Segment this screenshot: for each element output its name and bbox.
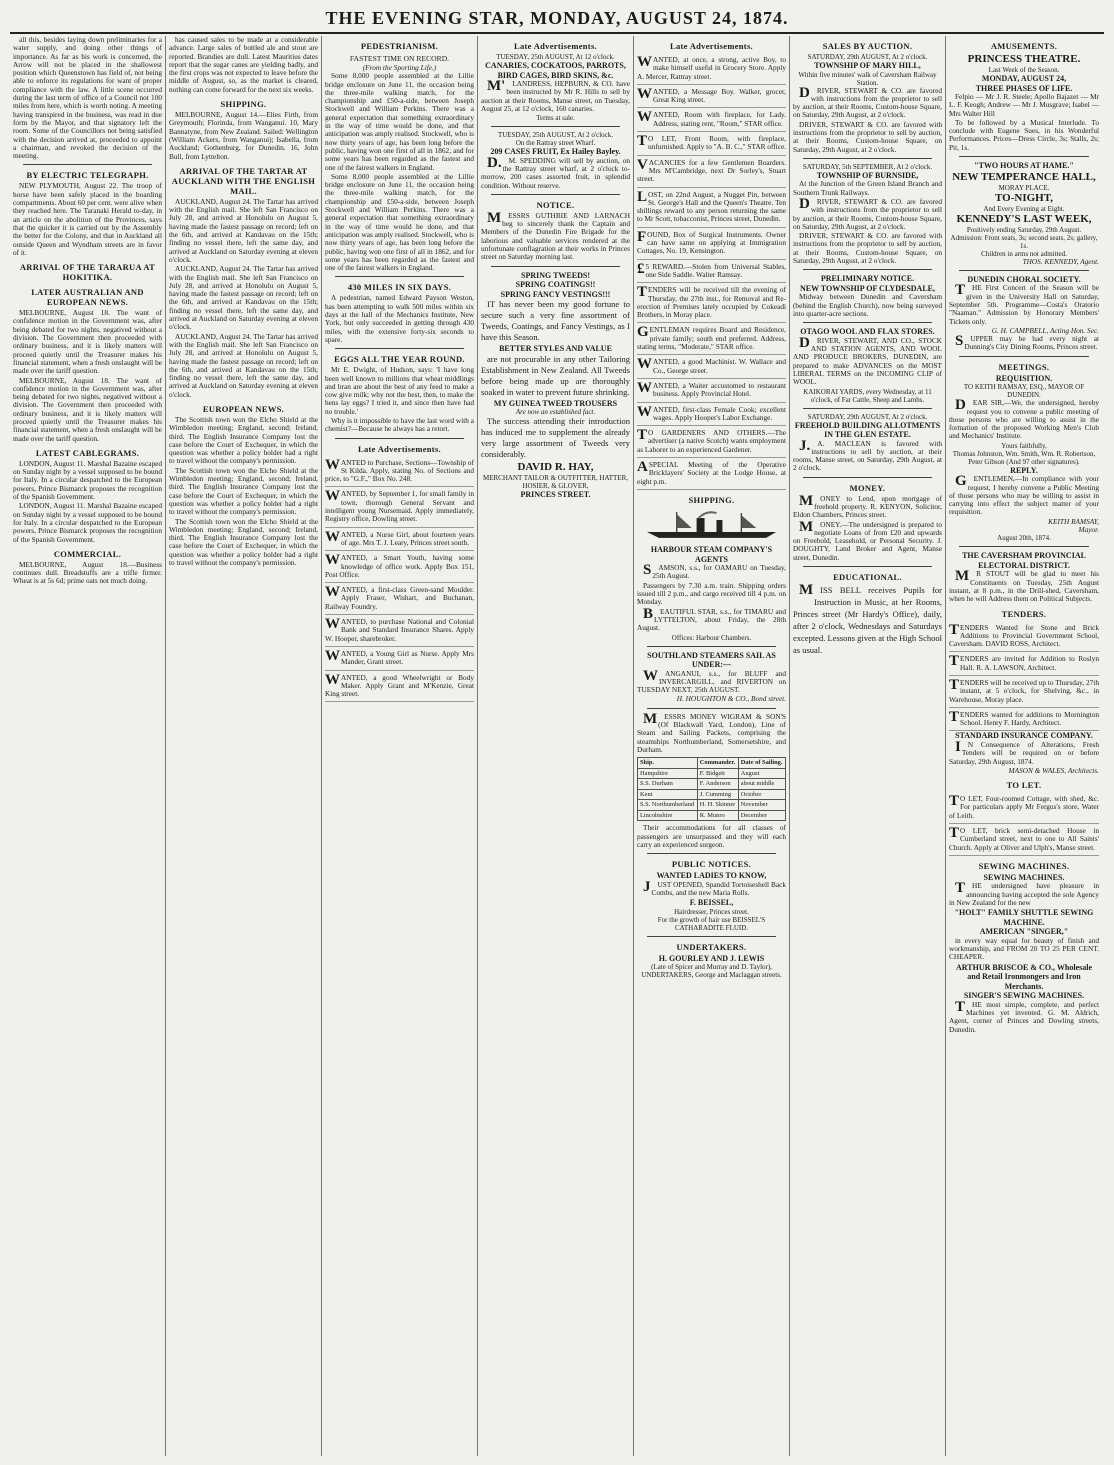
kennedy-last-week: KENNEDY'S LAST WEEK, <box>956 212 1092 225</box>
table-cell: October <box>738 789 785 800</box>
better-heading: BETTER STYLES AND VALUE <box>499 344 612 354</box>
tender-item: TENDERS will be received up to Thursday, 27th instant, at 5 o'clock, for Shelving, &c., in Warehouse, Moray place. <box>949 676 1099 708</box>
tartar-body: AUCKLAND, August 24. The Tartar has arrived with the English mail. She left San Francisco on July 28, and arrived at Honolulu on August 5, having made the fastest passage on record; left on the 6th, and arrived at Kandavau on the 15th; finding no vessel there, left the same day, and arrived at Auckland on Saturday evening at eleven o'clock. <box>169 196 318 264</box>
sales-heading: SALES BY AUCTION. <box>822 41 913 51</box>
burnside-body: At the Junction of the Green Island Branch and Southern Trunk Railways. <box>793 179 942 197</box>
burnside-driver: DRIVER, STEWART & CO. are favored with instructions from the proprietor to sell by auction, at their Rooms, Custom-house Square, on Saturday, 29th August, at 2 o'clock. <box>793 195 942 231</box>
gourley-name: H. GOURLEY AND J. LEWIS <box>658 953 765 963</box>
prelim-heading: PRELIMINARY NOTICE. <box>820 274 915 284</box>
educational-heading: EDUCATIONAL. <box>833 572 902 583</box>
tweeds-heading: SPRING TWEEDS! <box>521 270 590 280</box>
european-body: The Scottish town won the Elcho Shield at the Wimbledon meeting; England, second; Ireland, third. The English Insurance Company lost the case before the Court of Exchequer, in which the question was whether a policy holder had a right to travel without the company's permission. <box>169 414 318 466</box>
beissel-name: F. BEISSEL, <box>689 898 734 908</box>
choral-body: THE First Concert of the Season will be given in the University Hall on Saturday, September 5th. Programme—Costa's Oratorio "Naaman." Admission by Honorary Members' Tickets only. <box>949 282 1099 326</box>
money-heading: MONEY. <box>849 482 886 493</box>
better-body: are not procurable in any other Tailoring Establishment in New Zealand. All Tweeds before being made up are thoroughly soaked in water to prevent future shrinking. <box>481 353 630 397</box>
miles-body: A pedestrian, named Edward Payson Weston, has been attempting to walk 500 miles within six days at the hall of the Mechanics Institute, New York, but only succeeded in getting through 430 miles, with the extensive forty-six seconds to spare. <box>325 293 474 344</box>
two-hours: "TWO HOURS AT HAME." <box>974 161 1074 171</box>
mason-wales: MASON & WALES, Architects. <box>1008 765 1099 775</box>
ad-item: TO LET, Front Room, with fireplace, unfurnished. Apply to "A. B. C.," STAR office. <box>637 132 786 156</box>
tartar-body-3: AUCKLAND, August 24. The Tartar has arrived with the English mail. She left San Francisco on July 28, and arrived at Honolulu on August 5, having made the fastest passage on record; left on the 6th, and arrived at Kandavau on the 15th; finding no vessel there, left the same day, and arrived at Auckland on Saturday evening at eleven o'clock. <box>169 331 318 399</box>
table-cell: Lincolnshire <box>638 810 698 821</box>
cast-body: To be followed by a Musical Interlude. To conclude with Eugene Sues, in his Wonderful Performances. Prices—Dress Circle, 3s; Stalls, 2s; Pit, 1s. <box>949 117 1099 152</box>
ad-item: TO GARDENERS AND OTHERS.—The advertiser (a native Scotch) wants employment as Laborer to an experienced Gardener. <box>637 426 786 458</box>
later-news-heading: LATER AUSTRALIAN AND EUROPEAN NEWS. <box>31 287 144 308</box>
table-row <box>638 789 786 800</box>
column-1 <box>10 36 166 1456</box>
divider <box>959 356 1089 357</box>
temperance-hall: NEW TEMPERANCE HALL, <box>952 170 1096 183</box>
spedding-body: D.M. SPEDDING will sell by auction, on the Rattray street wharf, at 2 o'clock to-morrow, 200 cases assorted fruit, in splendid condition. Without reserve. <box>481 154 630 190</box>
column-2 <box>166 36 322 1456</box>
american-body: in every way equal for beauty of finish and workmanship, and FROM 20 TO 25 PER CENT. CHEAPER. <box>949 935 1099 962</box>
newspaper-title: THE EVENING STAR, MONDAY, AUGUST 24, 1874. <box>325 8 789 28</box>
guinea-heading: MY GUINEA TWEED TROUSERS <box>493 398 618 408</box>
wanganui-ad: WANGANUI, s.s., for BLUFF and INVERCARGILL, and RIVERTON on TUESDAY NEXT, 25th AUGUST. <box>637 667 786 695</box>
column-5 <box>634 36 790 1456</box>
burnside-heading: TOWNSHIP OF BURNSIDE, <box>816 170 919 180</box>
sewing-body: THE undersigned have pleasure in announcing having accepted the sole Agency in New Zealand for the new <box>949 880 1099 908</box>
canaries-heading: CANARIES, COCKATOOS, PARROTS, BIRD CAGES, BIRD SKINS, &c. <box>485 61 626 80</box>
burnside-date: SATURDAY, 5th SEPTEMBER, At 2 o'clock. <box>802 162 933 171</box>
ad-item: WANTED, a Nurse Girl, about fourteen years of age. Mrs T. J. Leary, Princes street south. <box>325 528 474 552</box>
to-let-item: TO LET, brick semi-detached House in Cumberland street, next to one to All Saints' Church. Apply at Oliver and Ulph's, Manse street. <box>949 824 1099 856</box>
american-singer: AMERICAN "SINGER," <box>979 927 1069 937</box>
divider <box>335 276 464 277</box>
divider <box>803 566 932 567</box>
money-ad-1: MONEY to Lend, upon mortgage of freehold property. R. KENYON, Solicitor, Eldon Chambers, Princes street. <box>793 492 942 520</box>
ad-item: WANTED, a first-class Green-sand Moulder. Apply Fraser, Wishart, and Buchanan, Railway Foundry. <box>325 583 474 615</box>
table-cell: J. Cumming <box>697 789 738 800</box>
tender-item: TENDERS Wanted for Stone and Brick Additions to Provincial Government School, Caversham. DAVID ROSS, Architect. <box>949 621 1099 653</box>
eggs-heading: EGGS ALL THE YEAR ROUND. <box>334 354 465 365</box>
sale-date: SATURDAY, 29th AUGUST, At 2 o'clock. <box>807 53 928 61</box>
otago-wool-body: DRIVER, STEWART, AND CO., STOCK AND STATION AGENTS, AND WOOL AND PRODUCE BROKERS, DUNEDIN, are prepared to make ADVANCES on the MOST LIBERAL TERMS on the INCOMING CLIP of WOOL. <box>793 334 942 387</box>
temperance-sub: MORAY PLACE. <box>998 183 1050 192</box>
meetings-heading: MEETINGS. <box>998 361 1050 372</box>
samson-body: Passengers by 7.30 a.m. train. Shipping orders issued till 2 p.m., and cargo received till 4 p.m. on Monday. <box>637 580 786 607</box>
tartar-body-2: AUCKLAND, August 24. The Tartar has arrived with the English mail. She left San Francisco on July 28, and arrived at Honolulu on August 5, having made the fastest passage on record; left on the 6th, and arrived at Kandavau on the 15th; finding no vessel there, left the same day, and arrived at Auckland on Saturday evening at eleven o'clock. <box>169 264 318 332</box>
reply-date: August 20th, 1874. <box>997 534 1051 543</box>
requisition-to: TO KEITH RAMSAY, ESQ., MAYOR OF DUNEDIN. <box>963 383 1085 400</box>
glen-date: SATURDAY, 29th AUGUST, At 2 o'clock. <box>807 412 928 421</box>
canaries-body: M'LANDRESS, HEPBURN, & CO. have been instructed by Mr R. Hills to sell by auction at their Rooms, Manse street, on Tuesday, August 25, at 12 o'clock, 160 canaries. <box>481 78 630 113</box>
reply-heading: REPLY. <box>1010 465 1038 475</box>
telegraph-heading: BY ELECTRIC TELEGRAPH. <box>26 170 149 181</box>
table-cell: November <box>738 800 785 811</box>
to-let-item: TO LET, Four-roomed Cottage, with shed, &c. For particulars apply Mr Fergus's store, Water of Leith. <box>949 792 1099 824</box>
divider <box>491 266 620 267</box>
commercial-heading: COMMERCIAL. <box>53 548 122 559</box>
tartar-heading: ARRIVAL OF THE TARTAR AT AUCKLAND WITH THE ENGLISH MAIL. <box>171 165 316 196</box>
table-row <box>638 810 786 821</box>
miles-heading: 430 MILES IN SIX DAYS. <box>347 282 452 293</box>
divider <box>491 194 620 195</box>
divider <box>803 269 932 270</box>
coatings-heading: SPRING COATINGS!! <box>515 280 596 290</box>
late-ads-heading: Late Advertisements. <box>514 41 597 51</box>
ad-item: WANTED, a Young Girl as Nurse. Apply Mrs Mander, Grant street. <box>325 647 474 671</box>
david-hay: DAVID R. HAY, <box>517 461 594 474</box>
sewing-subheading: SEWING MACHINES. <box>983 872 1065 882</box>
table-row <box>638 779 786 790</box>
cables-body: LONDON, August 11. Marshal Bazaine escaped on Sunday night by a vessel supposed to be bound for Italy. In a circular despatched to the European powers, Prince Bismarck proposes the recognition of the Spanish Government. <box>13 458 162 502</box>
ad-item: WANTED, a Waiter accustomed to restaurant business. Apply Provincial Hotel. <box>637 379 786 403</box>
standard-body: IN Consequence of Alterations, Fresh Tenders will be required on or before Saturday, 29th August, 1874. <box>949 738 1099 766</box>
table-cell: S.S. Durham <box>638 779 698 790</box>
cables-heading: LATEST CABLEGRAMS. <box>35 447 140 458</box>
divider <box>647 646 776 647</box>
newspaper-columns <box>10 36 1104 1456</box>
ad-item: WANTED, first-class Female Cook; excellent wages. Apply Hooper's Labor Exchange. <box>637 403 786 427</box>
divider <box>959 156 1089 157</box>
sailing-table <box>637 757 786 821</box>
table-header: Date of Sailing. <box>738 758 785 769</box>
ad-item: WANTED, to purchase National and Colonial Bank and Standard Insurance Shares. Apply W. Hooper, sharebroker. <box>325 615 474 647</box>
sailing-note: Their accommodations for all classes of passengers are unsurpassed and they will each carry an experienced surgeon. <box>637 823 786 849</box>
column-3 <box>322 36 478 1456</box>
freehold-heading: FREEHOLD BUILDING ALLOTMENTS IN THE GLEN ESTATE. <box>794 420 941 440</box>
intro-article: all this, besides laying down preliminaries for a water supply, and doing other things of importance. As far as his work is concerned, the Arrow will not be placed in the shallowest position which Queenstown has field of, not being able to enforce its regulations for want of proper compliance with the law. A little scene occurred during the last term of office of a Council not 100 miles from here, which is worth noting. A meeting having transpired in the business, was read in due form by the Mayor, and that signatory left the room. Some of the Councillors not being satisfied with the decision arrived at, proceeded to appoint a chairman, and revoked the decision of the meeting. <box>13 36 162 161</box>
southland-heading: SOUTHLAND STEAMERS SAIL AS UNDER:— <box>647 650 776 670</box>
arrival-heading: ARRIVAL OF THE TARARUA AT HOKITIKA. <box>19 262 156 283</box>
divider <box>491 126 620 127</box>
admission: Admission: Front seats, 3s; second seats, 2s; gallery, 1s. <box>950 233 1098 250</box>
ad-item: LOST, on 22nd August, a Nugget Pin, between St. George's Hall and the Queen's Theatre. Ten shillings reward to any person returning the same to Mr Scott, tobacconist, Princes street, Dunedin. <box>637 188 786 228</box>
children-note: Children in arms not admitted. <box>981 249 1067 258</box>
steamship-icon <box>637 510 786 540</box>
shipping-heading: SHIPPING. <box>688 494 735 505</box>
table-cell: R. Munro <box>697 810 738 821</box>
monday-date: MONDAY, AUGUST 24, <box>981 74 1067 83</box>
burnside-driver-2: DRIVER, STEWART & CO. are favored with instructions from the proprietor to sell by auction, at their Rooms, Custom-house Square, on Saturday, 29th August, at 2 o'clock. <box>793 231 942 266</box>
educational-body: MISS BELL receives Pupils for Instruction in Music, at her Rooms, Princes street (Mr Hardy's Office), daily, after 2 o'clock, Wednesdays and Saturdays excepted. Lessons given at the High School as usual. <box>793 582 942 656</box>
clydesdale-body: Midway between Dunedin and Caversham (behind the English Church), now being surveyed into quarter-acre sections. <box>793 292 942 318</box>
supper-ad: SUPPER may be had every night at Dunning's City Dining Rooms, Princes street. <box>955 333 1099 352</box>
princess-sub: Last Week of the Season. <box>988 66 1060 74</box>
ad-item: WANTED, a Message Boy. Walker, grocer, Great King street. <box>637 85 786 109</box>
ad-item: £5 REWARD.—Stolen from Universal Stables, one Side Saddle. Walter Ramsay. <box>637 260 786 284</box>
cables-body-2: LONDON, August 11. Marshal Bazaine escaped on Sunday night by a vessel supposed to be bound for Italy. In a circular despatched to the European powers, Prince Bismarck proposes the recognition of the Spanish Government. <box>13 501 162 544</box>
tonight-sub: And Every Evening at Eight. <box>983 204 1065 213</box>
just-opened: JUST OPENED, Spandid Tortoiseshell Back Combs, and the new Maria Rolls. <box>643 878 786 897</box>
shipping-body: MELBOURNE, August 14.—Elies Firth, from Greymouth; Florinda, from Wanganui. 10, Mary Bannatyne, from New Zealand. Sailed: Wellington (William Ackers, from Wanganui); Isabella, from Auckland; Gothenburg, for Dunedin. 16, John Bull, from Lyttelton. <box>169 110 318 161</box>
table-cell: December <box>738 810 785 821</box>
briscoe: ARTHUR BRISCOE & CO., Wholesale and Retail Ironmongers and Iron Merchants. <box>955 962 1093 991</box>
table-header: Commander. <box>697 758 738 769</box>
table-cell: August <box>738 768 785 779</box>
mayor: Mayor. <box>1078 525 1099 535</box>
requisition-body: DEAR SIR,—We, the undersigned, hereby request you to convene a public meeting of those persons who are willing to assist in the formation of the proposed Working Men's Club and Mechanics' Institute. <box>949 397 1099 441</box>
keith-ramsay: KEITH RAMSAY, <box>1048 516 1099 526</box>
late-ads-heading: Late Advertisements. <box>670 41 753 51</box>
later-news-body-2: MELBOURNE, August 18. The want of confidence motion in the Government was, after being debated for two nights, negatived without a division. The Government then proceeded with ordinary business, and it is likely matters will proceed quietly until the Treasurer makes his financial statement, when a fresh onslaught will be made over the tariff question. <box>13 375 162 443</box>
beissel-sub: Hairdresser, Princes street. <box>674 907 749 916</box>
table-cell: Kent <box>638 789 698 800</box>
eggs-quip: Why is it impossible to have the last word with a chemist?—Because he always has a retort. <box>325 415 474 434</box>
commercial-body: MELBOURNE, August 18.—Business continues dull. Breadstuffs are a trifle firmer. Wheat is at 5s 6d; prime oats not much doing. <box>13 559 162 586</box>
public-notices-heading: PUBLIC NOTICES. <box>671 859 752 870</box>
column-4 <box>478 36 634 1456</box>
divider <box>647 853 776 854</box>
ad-item: WANTED, a Smart Youth, having some knowledge of office work. Apply Box 151, Post Office. <box>325 551 474 583</box>
ad-item: VACANCIES for a few Gentlemen Boarders. Mrs M'Cambridge, next Dr Sorley's, Stuart street. <box>637 156 786 188</box>
shipping-heading: SHIPPING. <box>220 99 267 110</box>
tender-item: TENDERS are invited for Addition to Roslyn Hall. R. A. LAWSON, Architect. <box>949 652 1099 676</box>
trade-body: has caused sales to be made at a considerable advance. Large sales of bottled ale and stout are reported. Brandies are dull. Latest Mauritius dates report that the sugar canes are yielding badly, and the first crops was not expected to leave before the middle of August, so, as the market is cleared, nothing can come forward for the next six weeks. <box>169 36 318 94</box>
later-news-body: MELBOURNE, August 18. The want of confidence motion in the Government was, after being debated for two nights, negatived without a division. The Government then proceeded with ordinary business, and it is likely matters will proceed quietly until the Treasurer makes his financial statement, when a fresh onslaught will be made over the tariff question. <box>13 308 162 376</box>
divider <box>23 164 152 165</box>
guinea-body: The success attending their introduction has induced me to supplement the already very large assortment of Tweeds very considerably. <box>481 416 630 460</box>
driver-body: DRIVER, STEWART & CO. are favored with instructions from the proprietor to sell by auction, at their Rooms, Custom-house Square, on Saturday, 29th August, at 2 o'clock. <box>793 84 942 120</box>
pedestrianism-heading: PEDESTRIANISM. <box>360 41 439 51</box>
divider <box>803 477 932 478</box>
amusements-heading: AMUSEMENTS. <box>990 41 1058 51</box>
holt-machine: "HOLT" FAMILY SHUTTLE SEWING MACHINE. <box>954 908 1094 927</box>
ad-item: WANTED, by September 1, for small family in town, thorough General Servant and intelligent young Nursemaid. Apply immediately, Registry office, Dowling street. <box>325 487 474 527</box>
singers-body: THE most simple, complete, and perfect Machines yet invented. G. M. Aldrich, Agent, corner of Princes and Dowling streets, Dunedin. <box>949 998 1099 1034</box>
terms: Terms at sale. <box>536 114 575 123</box>
driver-body-2: DRIVER, STEWART & CO. are favored with instructions from the proprietor to sell by auction, at their Rooms, Custom-house Square, on Saturday, 29th August, at 2 o'clock. <box>793 119 942 154</box>
pedestrianism-source: (From the Sporting Life.) <box>362 63 437 72</box>
phases-heading: THREE PHASES OF LIFE. <box>975 83 1073 93</box>
mary-hill-heading: TOWNSHIP OF MARY HILL, <box>814 61 921 70</box>
caversham-body: MR STOUT will be glad to meet his Constituents on Tuesday, 25th August instant, at 8 p.m., in the Drill-shed, Caversham, when he will Address them on Political Subjects. <box>949 568 1099 604</box>
clydesdale-heading: NEW TOWNSHIP OF CLYDESDALE, <box>799 283 935 293</box>
ad-item: FOUND, Box of Surgical Instruments. Owner can have same on applying at Immigration Cottages, No. 19, Kensington. <box>637 228 786 260</box>
eggs-body: Mr E. Dwight, of Hudson, says: 'I have long been well known to millions that wheat middlings and bran are about the best of any feed to make a cow give milk; why not the best, then, to make the hens lay eggs? I tried it, and since then have had no trouble.' <box>325 365 474 416</box>
tonight: TO-NIGHT, <box>995 191 1053 204</box>
offices: Offices: Harbour Chambers. <box>671 633 752 642</box>
ad-item: GENTLEMAN requires Board and Residence, private family; south end preferred. Address, stating terms, "Moderate," STAR office. <box>637 323 786 355</box>
table-header-row <box>638 758 786 769</box>
to-let-heading: TO LET. <box>1006 780 1042 791</box>
table-cell: H. H. Skinner <box>697 800 738 811</box>
choral-signature: G. H. CAMPBELL, Acting Hon. Sec. <box>991 325 1099 335</box>
ad-item: WANTED, a good Machinist. W. Wallace and Co., George street. <box>637 355 786 379</box>
table-cell: S.S. Northumberland <box>638 800 698 811</box>
telegraph-body: NEW PLYMOUTH, August 22. The troop of horse have been safely placed in the boarding compartments. About 60 per cent. were alive when they reached here. The Taranaki Herald to-day, in an article on the abolition of the Provinces, says that the quicker it is carried out by the Assembly the better for the Colony, and that in Auckland all outside Queen and Wyndham streets are in favor of it. <box>13 181 162 257</box>
divider <box>335 348 464 349</box>
divider <box>959 546 1089 547</box>
otago-wool-heading: OTAGO WOOL AND FLAX STORES. <box>800 327 935 337</box>
divider <box>803 322 932 323</box>
gourley-sub: (Late of Spicer and Murray and D. Taylor), UNDERTAKERS, George and Maclaggan streets. <box>641 963 782 980</box>
kennedy-sub: Positively ending Saturday, 29th August. <box>966 225 1082 234</box>
table-row <box>638 768 786 779</box>
notice-heading: NOTICE. <box>536 199 575 210</box>
fruit-heading: 209 CASES FRUIT, Ex Hailey Bayley. <box>490 147 621 157</box>
kennedy-agent: THOS. KENNEDY, Agent. <box>1022 256 1099 266</box>
pedestrianism-subheading: FASTEST TIME ON RECORD. <box>349 54 450 63</box>
divider <box>803 408 932 409</box>
ad-item: WANTED, at once, a strong, active Boy, to make himself useful in Grocery Store. Apply A. Mercer, Rattray street. <box>637 53 786 85</box>
divider <box>803 158 932 159</box>
beautiful-star-ad: BEAUTIFUL STAR, s.s., for TIMARU and LYTTELTON, about Friday, the 28th August. <box>637 605 786 633</box>
undertakers-heading: UNDERTAKERS. <box>676 941 747 952</box>
column-6 <box>790 36 946 1456</box>
requisition-heading: REQUISITION. <box>995 373 1053 383</box>
ad-item: ASPECIAL Meeting of the Operative Bricklayers' Society at the Lodge House, at eight p.m. <box>637 458 786 490</box>
sewing-heading: SEWING MACHINES. <box>978 860 1070 871</box>
tender-item: TENDERS wanted for additions to Mornington School. Henry F. Hardy, Architect. <box>949 708 1099 732</box>
mary-hill-sub: Within five minutes' walk of Caversham Railway Station. <box>798 70 937 87</box>
beissel-growth: For the growth of hair use BEISSEL'S CATHARADITE FLUID. <box>657 915 766 932</box>
caversham-heading: THE CAVERSHAM PROVINCIAL ELECTORAL DISTRICT. <box>962 551 1086 570</box>
standard-heading: STANDARD INSURANCE COMPANY. <box>955 731 1093 741</box>
european-body-3: The Scottish town won the Elcho Shield at the Wimbledon meeting; England, second; Ireland, third. The English Insurance Company lost the case before the Court of Exchequer, in which the question was whether a policy holder had a right to travel without the company's permission. <box>169 516 318 568</box>
masthead <box>10 4 1104 34</box>
ad-item: WANTED, Room with fireplace, for Lady. Address, stating rent, "Room," STAR office. <box>637 108 786 132</box>
reply-body: GENTLEMEN,—In compliance with your request, I hereby convene a Public Meeting of those persons who may be willing to assist in carrying into effect the subject matter of your requisition. <box>949 473 1099 517</box>
divider <box>959 270 1089 271</box>
guinea-sub: Are now an established fact. <box>515 408 596 417</box>
auction-date-2: TUESDAY, 25th AUGUST, At 2 o'clock. <box>497 131 614 140</box>
wanted-ladies: WANTED LADIES TO KNOW, <box>656 871 767 881</box>
samson-ad: SAMSON, s.s., for OAMARU on Tuesday, 25th August. <box>643 562 786 581</box>
pedestrianism-body: Some 8,000 people assembled at the Lillie bridge enclosure on June 11, the occasion being the three-mile walking match, for the championship and £50-a-side, between Joseph Stockwell and William Perkins. There was a general expectation that something extraordinary in the way of time would be done, and that anticipation was amply realised. Stockwell, who is now thirty years of age, has been long before the public, having won one first of all in 1862, and for some years has been regarded as the fastest and one of the fairest walkers in England. <box>325 71 474 172</box>
princess-theatre: PRINCESS THEATRE. <box>967 53 1081 65</box>
auction-date: TUESDAY, 25th AUGUST, At 12 o'clock. <box>496 53 615 61</box>
table-cell: about middle <box>738 779 785 790</box>
divider <box>647 936 776 937</box>
cast-list: Felpio — Mr J. R. Steele; Apollo Bajazet — Mr L. F. Keogh; Andrew — Mr J. Musgrave; Isabel — Mrs Walter Hill <box>949 92 1099 118</box>
european-heading: EUROPEAN NEWS. <box>202 403 285 414</box>
tweeds-body: IT has never been my good fortune to secure such a very fine assortment of Tweeds, Coatings, and Fancy Vestings, as I have this Season. <box>481 299 630 343</box>
table-cell: F. Anderson <box>697 779 738 790</box>
money-ad-2: MONEY.—The undersigned is prepared to negotiate Loans of from £20 and upwards on Freehold, Leasehold, or Personal Security. J. DOUGHTY, Land Broker and Agent, Manse street, Dunedin. <box>793 518 942 562</box>
houghton-signature: H. HOUGHTON & CO., Bond street. <box>676 694 786 704</box>
kaikorai: KAIKORAI YARDS, every Wednesday, at 11 o'clock, of Fat Cattle, Sheep and Lambs. <box>803 387 932 404</box>
divider <box>647 708 776 709</box>
david-hay-trade: MERCHANT TAILOR & OUTFITTER, HATTER, HOSIER, & GLOVER, <box>482 474 628 491</box>
pedestrianism-body-2: Some 8,000 people assembled at the Lillie bridge enclosure on June 11, the occasion being the three-mile walking match, for the championship and £50-a-side, between Joseph Stockwell and William Perkins. There was a general expectation that something extraordinary in the way of time would be done, and that anticipation was amply realised. Stockwell, who is now thirty years of age, has been long before the public, having won one first of all in 1862, and for some years has been regarded as the fastest and one of the fairest walkers in England. <box>325 171 474 273</box>
david-hay-address: PRINCES STREET. <box>520 490 591 500</box>
harbour-agents: HARBOUR STEAM COMPANY'S AGENTS <box>650 545 773 564</box>
ad-item: WANTED, a good Wheelwright or Body Maker. Apply Grant and M'Kenzie, Great King street. <box>325 671 474 703</box>
yours: Yours faithfully, <box>1001 441 1047 450</box>
ad-item: TENDERS will be received till the evening of Thursday, the 27th inst., for Removal and Re-erection of Premises lately occupied by Cokeadi Brothers, in Moray place. <box>637 283 786 323</box>
divider <box>335 438 464 439</box>
table-header: Ship. <box>638 758 698 769</box>
table-cell: Hampshire <box>638 768 698 779</box>
table-row <box>638 800 786 811</box>
european-body-2: The Scottish town won the Elcho Shield at the Wimbledon meeting; England, second; Ireland, third. The English Insurance Company lost the case before the Court of Exchequer, in which the question was whether a policy holder had a right to travel without the company's permission. <box>169 465 318 517</box>
notice-body: MESSRS GUTHRIE AND LARNACH beg to sincerely thank the Captain and Members of the Dunedin Fire Brigade for the laborious and valuable services rendered at the unfortunate conflagration at their works in Princes street on Saturday morning last. <box>481 209 630 262</box>
late-ads-heading: Late Advertisements. <box>358 443 441 454</box>
singers-heading: SINGER'S SEWING MACHINES. <box>963 991 1085 1001</box>
signers: Thomas Johnston, Wm. Smith, Wm. R. Robertson, Peter Gibson (And 97 other signatures). <box>952 449 1096 466</box>
table-cell: F. Bidgett <box>697 768 738 779</box>
maclean-body: J.A. MACLEAN is favored with instructions to sell by auction, at their rooms, Manse street, on Saturday, 29th August, at 2 o'clock. <box>793 437 942 473</box>
tenders-heading: TENDERS. <box>1001 608 1047 619</box>
money-wigram-ad: MESSRS MONEY WIGRAM & SON'S (Of Blackwall Yard, London), Line of Steam and Sailing Packets, comprising the steamships Northumberland, Somersetshire, and Durham. <box>637 710 786 754</box>
vestings-heading: SPRING FANCY VESTINGS!!! <box>500 289 611 299</box>
choral-heading: DUNEDIN CHORAL SOCIETY. <box>967 274 1081 284</box>
column-7 <box>946 36 1102 1456</box>
ad-item: WANTED to Purchase, Sections—Township of St Kilda. Apply, stating No. of Sections and price, to "G.F.," Box No. 248. <box>325 456 474 488</box>
wharf-location: On the Rattray street Wharf. <box>515 139 596 148</box>
